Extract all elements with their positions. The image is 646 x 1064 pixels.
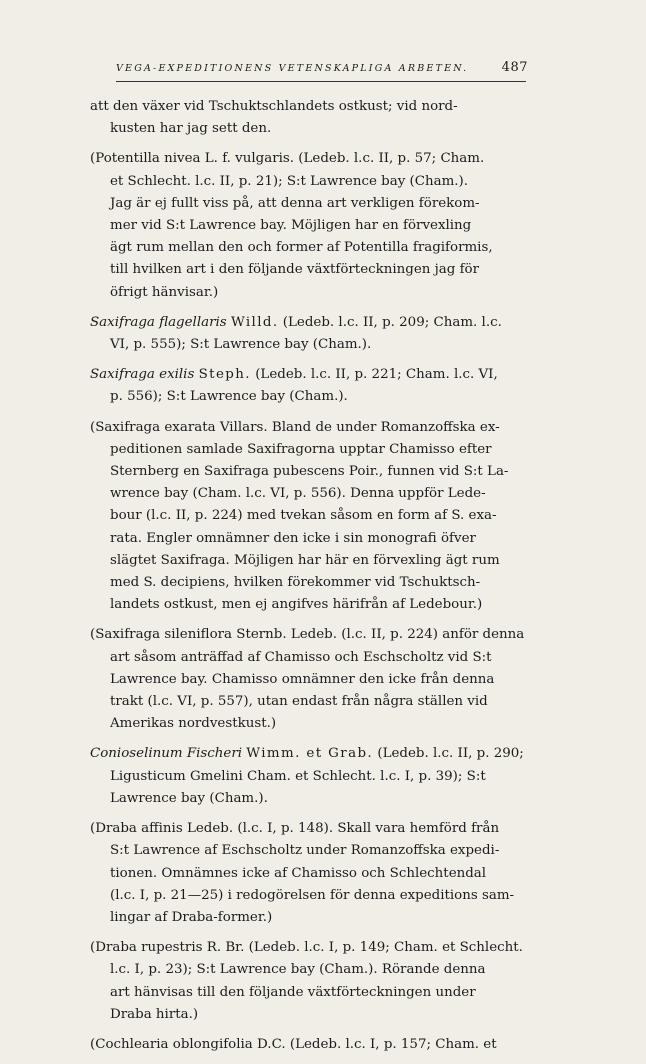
text-line: peditionen samlade Saxifragorna upptar Chamisso efter xyxy=(110,441,492,457)
text-line: (Ledeb. l.c. II, p. 221; Cham. l.c. VI, xyxy=(250,367,498,383)
text-line: (Cochlearia oblongifolia D.C. (Ledeb. l.c. I, p. 157; Cham. et xyxy=(90,1036,497,1052)
text-line: att den växer vid Tschuktschlandets ostkust; vid nord- xyxy=(90,99,458,114)
species-entry xyxy=(86,1034,528,1056)
text-line: Amerikas nordvestkust.) xyxy=(110,716,277,732)
text-line: rata. Engler omnämner den icke i sin monografi öfver xyxy=(110,530,476,546)
text-line: slägtet Saxifraga. Möjligen har här en förvexling ägt rum xyxy=(110,552,500,568)
text-line: landets ostkust, men ej angifves härifrån af Ledebour.) xyxy=(110,597,483,613)
text-line: S:t Lawrence af Eschscholtz under Romanzoffska expedi- xyxy=(110,843,500,859)
text-line: l.c. I, p. 23); S:t Lawrence bay (Cham.). Rörande denna xyxy=(110,962,486,978)
page-body xyxy=(86,96,528,1064)
species-entry xyxy=(86,818,528,929)
text-line: Ligusticum Gmelini Cham. et Schlecht. l.c. I, p. 39); S:t xyxy=(110,768,486,784)
text-line: (l.c. I, p. 21—25) i redogörelsen för denna expeditions sam- xyxy=(110,887,515,903)
text-line: lingar af Draba-former.) xyxy=(110,909,273,925)
text-line: ägt rum mellan den och former af Potentilla fragiformis, xyxy=(110,240,493,256)
species-entry xyxy=(86,364,528,408)
species-author: Wimm. et Grab. xyxy=(246,746,374,762)
text-line: Sternberg en Saxifraga pubescens Poir., funnen vid S:t La- xyxy=(110,464,509,480)
text-line: öfrigt hänvisar.) xyxy=(110,284,219,300)
species-entry xyxy=(86,743,528,810)
text-line: Lawrence bay. Chamisso omnämner den icke från denna xyxy=(110,671,495,687)
text-line: wrence bay (Cham. l.c. VI, p. 556). Denna uppför Lede- xyxy=(110,486,486,502)
species-author: Willd. xyxy=(230,314,279,330)
text-line: art såsom anträffad af Chamisso och Eschscholtz vid S:t xyxy=(110,649,492,665)
text-line: (Draba rupestris R. Br. (Ledeb. l.c. I, p. 149; Cham. et Schlecht. xyxy=(90,940,523,956)
text-line: VI, p. 555); S:t Lawrence bay (Cham.). xyxy=(110,337,372,353)
text-line: Draba hirta.) xyxy=(110,1006,199,1022)
text-line: et Schlecht. l.c. II, p. 21); S:t Lawrence bay (Cham.). xyxy=(110,173,469,189)
species-name: Saxifraga flagellaris xyxy=(90,314,227,330)
text-line: p. 556); S:t Lawrence bay (Cham.). xyxy=(110,389,348,405)
text-line: (Potentilla nivea L. f. vulgaris. (Ledeb. l.c. II, p. 57; Cham. xyxy=(90,151,485,167)
species-entry xyxy=(86,937,528,1026)
text-line: (Saxifraga sileniflora Sternb. Ledeb. (l.c. II, p. 224) anför denna xyxy=(90,627,525,643)
text-line: Lawrence bay (Cham.). xyxy=(110,790,268,806)
text-line: art hänvisas till den följande växtförteckningen under xyxy=(110,984,476,1000)
text-line: med S. decipiens, hvilken förekommer vid Tschuktsch- xyxy=(110,575,481,591)
species-entry xyxy=(86,312,528,356)
text-line: tionen. Omnämnes icke af Chamisso och Schlechtendal xyxy=(110,865,487,881)
text-line: (Saxifraga exarata Villars. Bland de under Romanzoffska ex- xyxy=(90,419,500,435)
text-line: (Ledeb. l.c. II, p. 290; xyxy=(373,746,524,762)
species-entry xyxy=(86,148,528,303)
text-line: (Draba affinis Ledeb. (l.c. I, p. 148). Skall vara hemförd från xyxy=(90,821,500,837)
species-author: Steph. xyxy=(198,367,251,383)
species-entry xyxy=(86,624,528,735)
text-line: mer vid S:t Lawrence bay. Möjligen har en förvexling xyxy=(110,218,472,234)
text-line: trakt (l.c. VI, p. 557), utan endast från några ställen vid xyxy=(110,694,488,710)
running-header xyxy=(116,60,528,82)
species-name: Conioselinum Fischeri xyxy=(90,746,243,762)
paragraph xyxy=(86,96,528,140)
page-number: 487 xyxy=(501,60,528,75)
running-title: VEGA-EXPEDITIONENS VETENSKAPLIGA ARBETEN. xyxy=(116,63,469,74)
species-entry xyxy=(86,417,528,617)
species-name: Saxifraga exilis xyxy=(90,367,195,383)
text-line: (Ledeb. l.c. II, p. 209; Cham. l.c. xyxy=(278,314,502,330)
text-line: bour (l.c. II, p. 224) med tvekan såsom en form af S. exa- xyxy=(110,508,497,524)
text-line: kusten har jag sett den. xyxy=(110,121,272,137)
text-line: Jag är ej fullt viss på, att denna art verkligen förekom- xyxy=(110,195,480,211)
text-line: till hvilken art i den följande växtförteckningen jag för xyxy=(110,262,480,278)
